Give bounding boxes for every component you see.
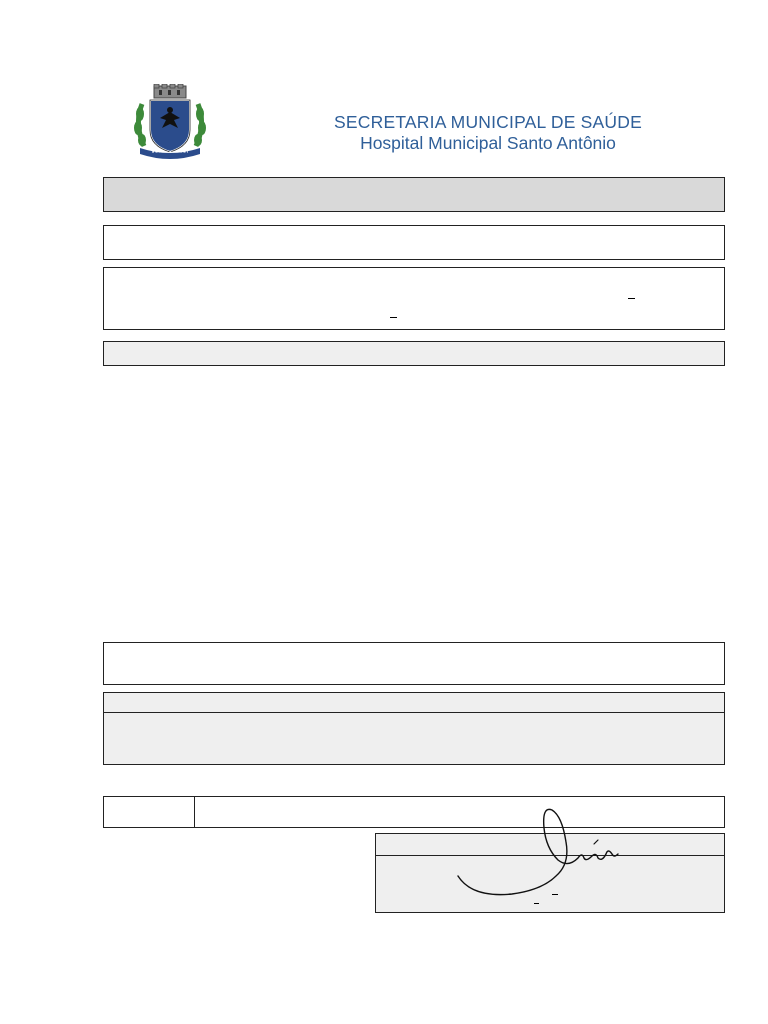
secretariat-title: SECRETARIA MUNICIPAL DE SAÚDE: [334, 112, 642, 132]
section-header-band: [103, 341, 725, 366]
form-field-box-3: [103, 642, 725, 685]
underline-mark: [628, 298, 635, 299]
signature-icon: [452, 806, 622, 902]
observations-divider: [104, 712, 724, 713]
hospital-name: Hospital Municipal Santo Antônio: [360, 133, 616, 153]
observations-box: [103, 692, 725, 765]
form-title-band: [103, 177, 725, 212]
form-field-box-1: [103, 225, 725, 260]
date-field-box: [103, 796, 725, 828]
underline-mark: [390, 317, 397, 318]
coat-of-arms-icon: [132, 84, 208, 162]
form-field-box-2: [103, 267, 725, 330]
date-field-divider: [194, 797, 195, 827]
underline-mark: [534, 903, 539, 904]
header-block: [300, 112, 676, 154]
